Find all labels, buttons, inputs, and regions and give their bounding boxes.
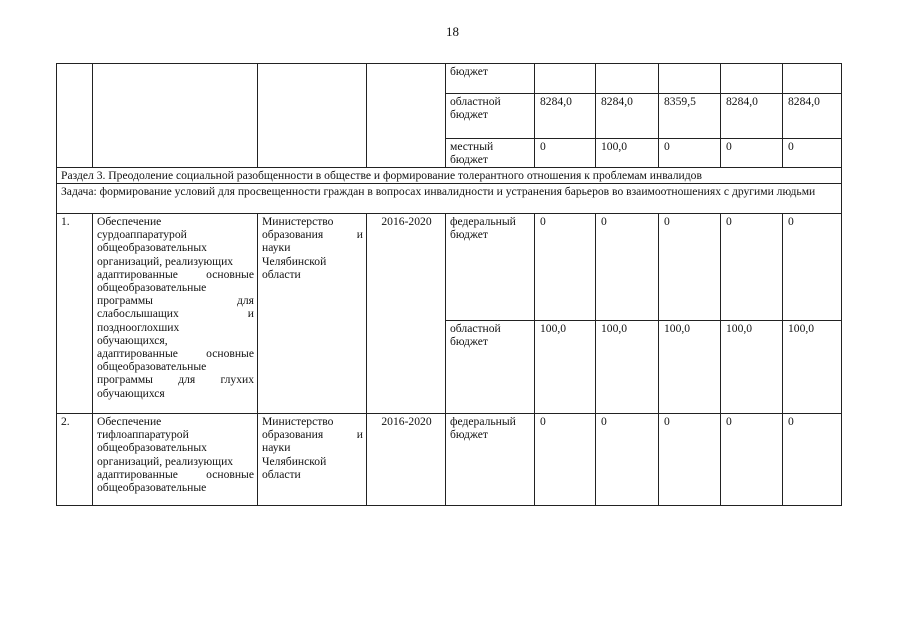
- section-title: Раздел 3. Преодоление социальной разобщенности в обществе и формирование толерантного отношения к проблемам инвалидов: [57, 168, 842, 184]
- source-cell: федеральный бюджет: [446, 414, 535, 506]
- value-cell: 0: [659, 214, 721, 321]
- value-cell: 0: [596, 414, 659, 506]
- executor-cell: [258, 214, 367, 414]
- executor-cell: [258, 64, 367, 168]
- value-cell: 100,0: [659, 321, 721, 414]
- executor-line: области: [262, 267, 301, 281]
- activity-cell: [93, 214, 258, 414]
- activity-line: общеобразовательные: [97, 360, 207, 374]
- value-cell: 8284,0: [783, 94, 842, 139]
- activity-line: Обеспечение: [97, 215, 162, 228]
- value-cell: 0: [535, 414, 596, 506]
- source-cell: областной бюджет: [446, 94, 535, 139]
- value-cell: 8284,0: [596, 94, 659, 139]
- value-cell: 0: [659, 139, 721, 168]
- activity-line: общеобразовательных: [97, 241, 207, 255]
- value-cell: [783, 64, 842, 94]
- source-cell: областной бюджет: [446, 321, 535, 414]
- page-number: 18: [446, 24, 459, 39]
- value-cell: [535, 64, 596, 94]
- activity-line: адаптированные основные: [97, 467, 254, 481]
- value-cell: 8284,0: [721, 94, 783, 139]
- value-cell: 0: [596, 214, 659, 321]
- period-cell: [367, 64, 446, 168]
- activity-line: организаций, реализующих: [97, 254, 234, 268]
- value-cell: 0: [535, 214, 596, 321]
- executor-line: образования и: [262, 428, 363, 442]
- num-cell: [57, 64, 93, 168]
- table-row: [57, 168, 842, 184]
- activity-cell: [93, 414, 258, 506]
- value-cell: [596, 64, 659, 94]
- num-cell: 2.: [57, 414, 93, 506]
- activity-line: организаций, реализующих: [97, 454, 234, 468]
- value-cell: 0: [783, 414, 842, 506]
- value-cell: 0: [783, 214, 842, 321]
- activity-line: общеобразовательные: [97, 281, 207, 295]
- value-cell: 100,0: [596, 321, 659, 414]
- activity-line: сурдоаппаратурой: [97, 228, 187, 242]
- executor-line: области: [262, 467, 301, 481]
- num-cell: 1.: [57, 214, 93, 414]
- table-row: [57, 214, 842, 321]
- activity-line: программы для: [97, 294, 254, 308]
- activity-line: общеобразовательные: [97, 481, 207, 495]
- task-text: Задача: формирование условий для просвещенности граждан в вопросах инвалидности и устранения барьеров во взаимоотношениях с другими людьми: [57, 184, 842, 214]
- activity-line: обучающихся: [97, 386, 165, 400]
- executor-line: Челябинской: [262, 254, 327, 268]
- activity-line: адаптированные основные: [97, 267, 254, 281]
- value-cell: 100,0: [596, 139, 659, 168]
- value-cell: 0: [721, 414, 783, 506]
- value-cell: 100,0: [783, 321, 842, 414]
- value-cell: [659, 64, 721, 94]
- period-cell: 2016-2020: [367, 214, 446, 414]
- value-cell: 0: [783, 139, 842, 168]
- executor-line: Министерство: [262, 215, 334, 228]
- executor-line: образования и: [262, 228, 363, 242]
- source-cell: бюджет: [446, 64, 535, 94]
- executor-line: науки: [262, 441, 291, 455]
- activity-line: общеобразовательных: [97, 441, 207, 455]
- executor-line: науки: [262, 241, 291, 255]
- activity-line: тифлоаппаратурой: [97, 428, 189, 442]
- activity-line: обучающихся,: [97, 333, 168, 347]
- period-cell: 2016-2020: [367, 414, 446, 506]
- activity-line: слабослышащих и: [97, 307, 254, 321]
- activity-line: программы для глухих: [97, 373, 254, 387]
- executor-line: Челябинской: [262, 454, 327, 468]
- value-cell: 8284,0: [535, 94, 596, 139]
- activity-line: адаптированные основные: [97, 347, 254, 361]
- value-cell: 0: [659, 414, 721, 506]
- source-cell: местный бюджет: [446, 139, 535, 168]
- value-cell: 8359,5: [659, 94, 721, 139]
- value-cell: 100,0: [535, 321, 596, 414]
- executor-cell: [258, 414, 367, 506]
- table-row: [57, 414, 842, 506]
- activity-line: позднооглохших: [97, 320, 180, 334]
- source-cell: федеральный бюджет: [446, 214, 535, 321]
- executor-line: Министерство: [262, 415, 334, 428]
- value-cell: 100,0: [721, 321, 783, 414]
- table-row: [57, 64, 842, 94]
- value-cell: 0: [535, 139, 596, 168]
- table-row: [57, 184, 842, 214]
- value-cell: 0: [721, 139, 783, 168]
- program-table: [56, 63, 842, 506]
- activity-cell: [93, 64, 258, 168]
- activity-line: Обеспечение: [97, 415, 162, 428]
- value-cell: 0: [721, 214, 783, 321]
- value-cell: [721, 64, 783, 94]
